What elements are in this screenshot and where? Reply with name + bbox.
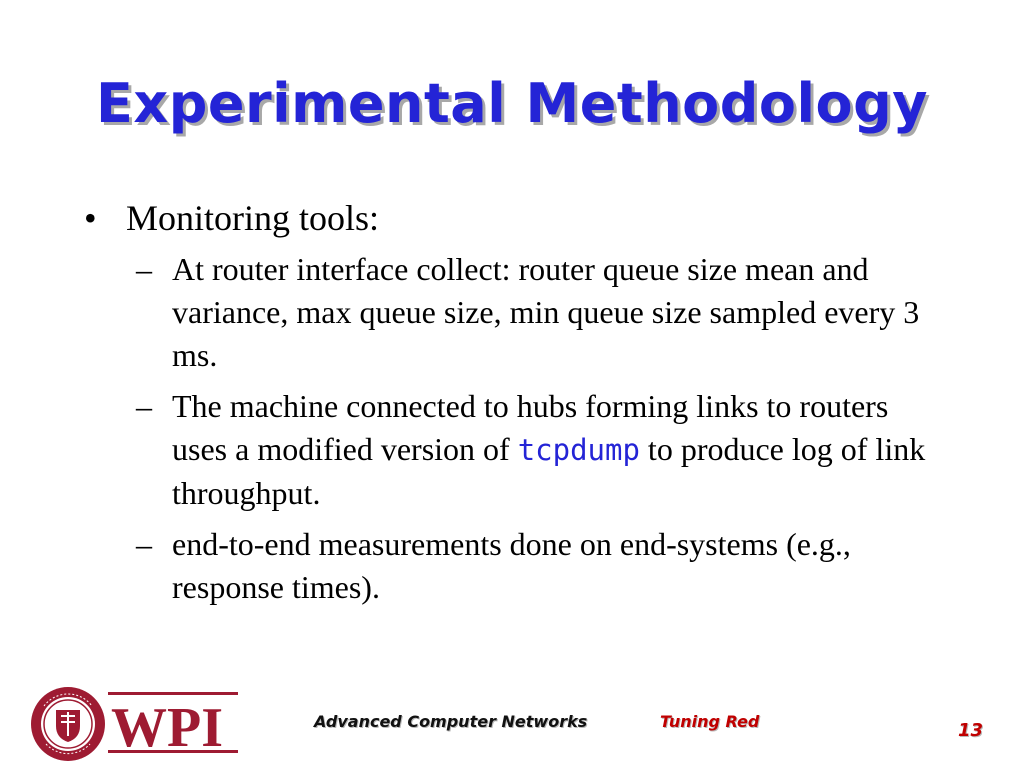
sub-bullet-3-text: end-to-end measurements done on end-systems (e.g., response times). bbox=[172, 526, 851, 605]
dash-symbol: – bbox=[136, 388, 152, 424]
sub-bullet-2 bbox=[136, 385, 964, 515]
wpi-logo bbox=[28, 684, 243, 764]
slide-body bbox=[84, 196, 964, 609]
dash-symbol: – bbox=[136, 251, 152, 287]
footer-topic: Tuning Red bbox=[660, 712, 760, 731]
sub-bullet-3 bbox=[136, 523, 964, 609]
sub-bullet-2-text-before: The machine connected to hubs forming links to routers uses a modified version of bbox=[172, 388, 889, 467]
footer-course-name: Advanced Computer Networks bbox=[314, 712, 588, 731]
slide-title: Experimental Methodology bbox=[96, 72, 928, 135]
main-bullet-text: Monitoring tools: bbox=[126, 198, 380, 238]
wpi-seal-icon bbox=[31, 687, 105, 761]
sub-bullet-2-text-after: to produce log of link throughput. bbox=[172, 431, 926, 511]
wpi-logo-text: WPI bbox=[111, 697, 223, 759]
page-number: 13 bbox=[958, 720, 984, 741]
sub-bullet-1 bbox=[136, 248, 964, 377]
dash-symbol: – bbox=[136, 526, 152, 562]
main-bullet bbox=[84, 196, 964, 240]
bullet-symbol: • bbox=[84, 198, 97, 238]
sub-bullet-1-text: At router interface collect: router queue size mean and variance, max queue size, min queue size sampled every 3 ms. bbox=[172, 251, 920, 373]
tcpdump-code: tcpdump bbox=[517, 433, 640, 467]
sub-bullet-2-text bbox=[172, 385, 932, 515]
